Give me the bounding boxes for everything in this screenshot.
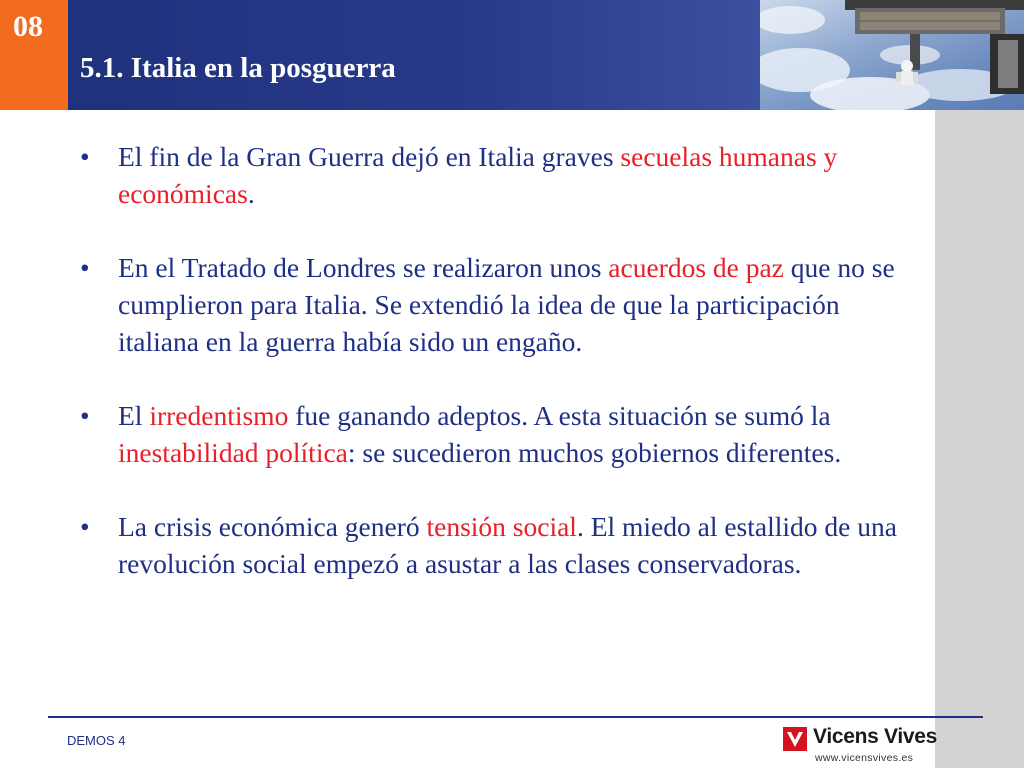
footer-label: DEMOS 4 bbox=[67, 733, 126, 748]
chapter-badge bbox=[0, 0, 68, 110]
bullet-marker: • bbox=[80, 400, 90, 431]
bullet-highlight: secuelas humanas y económicas bbox=[118, 141, 838, 209]
slide-header bbox=[0, 0, 1024, 110]
bullet-marker: • bbox=[80, 141, 90, 172]
space-station-photo-icon bbox=[760, 0, 1024, 110]
logo-url: www.vicensvives.es bbox=[815, 752, 914, 764]
logo-v-icon bbox=[783, 727, 807, 751]
logo-name: Vicens Vives bbox=[813, 725, 938, 748]
bullet-item bbox=[80, 138, 925, 212]
bullet-text: fue ganando adeptos. A esta situación se sumó la bbox=[288, 400, 831, 431]
bullet-item bbox=[80, 508, 925, 582]
bullet-list bbox=[80, 138, 925, 582]
bullet-text: El fin de la Gran Guerra dejó en Italia graves bbox=[118, 141, 621, 172]
page-title: 5.1. Italia en la posguerra bbox=[80, 52, 396, 84]
bullet-item bbox=[80, 249, 925, 360]
vicens-vives-v-icon bbox=[783, 727, 807, 751]
footer-divider bbox=[48, 716, 983, 718]
bullet-text: El bbox=[118, 400, 150, 431]
bullet-text: que no se cumplieron para Italia. Se extendió la idea de que la participación italiana en la guerra había sido un engaño. bbox=[118, 252, 895, 357]
bullet-text: La crisis económica generó bbox=[118, 511, 427, 542]
bullet-item bbox=[80, 397, 925, 471]
chapter-number: 08 bbox=[13, 10, 43, 43]
bullet-highlight: inestabilidad política bbox=[118, 437, 348, 468]
bullet-text: En el Tratado de Londres se realizaron unos bbox=[118, 252, 609, 283]
bullet-highlight: irredentismo bbox=[149, 400, 289, 431]
bullet-text: . bbox=[247, 178, 255, 209]
bullet-marker: • bbox=[80, 252, 90, 283]
bullet-highlight: acuerdos de paz bbox=[608, 252, 784, 283]
bullet-text: . El miedo al estallido de una revolución social empezó a asustar a las clases conservadoras. bbox=[118, 511, 897, 579]
bullet-marker: • bbox=[80, 511, 90, 542]
header-photo bbox=[760, 0, 1024, 110]
bullet-text: : se sucedieron muchos gobiernos diferentes. bbox=[347, 437, 842, 468]
bullet-highlight: tensión social bbox=[426, 511, 577, 542]
side-panel bbox=[935, 110, 1024, 768]
